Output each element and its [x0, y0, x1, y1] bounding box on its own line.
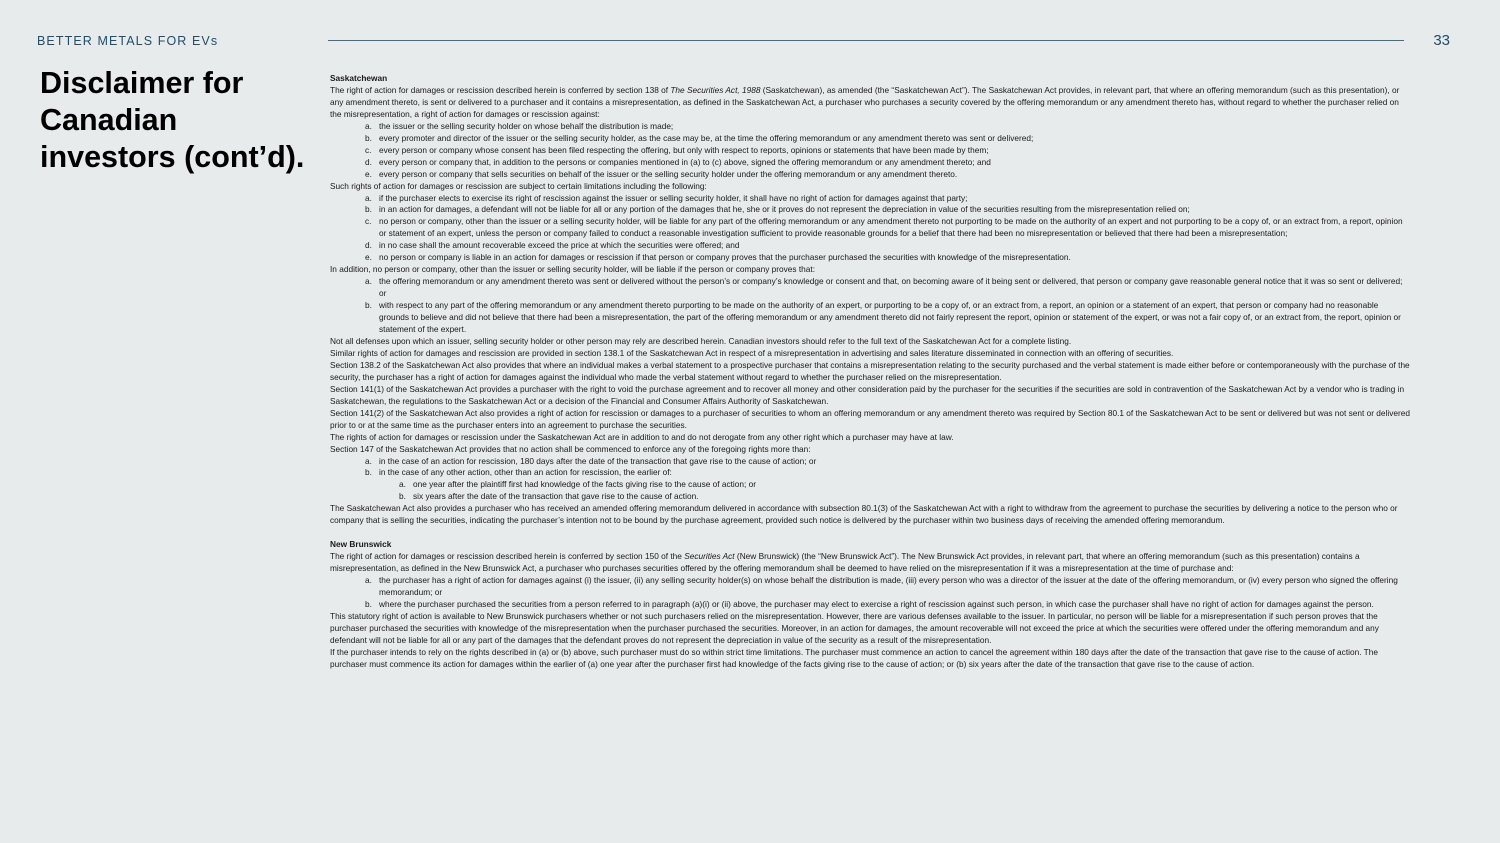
- list-text: in no case shall the amount recoverable exceed the price at which the securities were offered; and: [379, 240, 740, 251]
- list-marker: a.: [365, 192, 372, 203]
- list-text: in the case of an action for rescission, 180 days after the date of the transaction that gave rise to the cause of action; or: [379, 455, 817, 466]
- list-text: where the purchaser purchased the securities from a person referred to in paragraph (a)(i) or (ii) above, the purchaser may elect to exercise a right of rescission against such person, in which case the purchaser shall have no right of action for damages against the person.: [379, 598, 1374, 609]
- list-marker: a.: [365, 276, 372, 287]
- paragraph: The Saskatchewan Act also provides a purchaser who has received an amended offering memorandum delivered in accordance with subsection 80.1(3) of the Saskatchewan Act with a right to withdraw from the agreement to purchase the securities by delivering a notice to the person who or company that is selling the securities, indicating the purchaser’s intention not to be bound by the purchase agreement, provided such notice is delivered by the purchaser within two business days of receiving the amended offering memorandum.: [330, 503, 1398, 526]
- paragraph: Such rights of action for damages or rescission are subject to certain limitations including the following:: [330, 180, 707, 191]
- paragraph: [330, 85, 1410, 121]
- list-item: [330, 467, 1410, 479]
- list-item: [330, 121, 1410, 133]
- list-item: [330, 169, 1410, 181]
- list-text: the issuer or the selling security holder on whose behalf the distribution is made;: [379, 120, 674, 131]
- list-item: [330, 300, 1410, 336]
- list-item: [330, 133, 1410, 145]
- list-text: every person or company that sells securities on behalf of the issuer or the selling security holder under the offering memorandum or any amendment thereto.: [379, 168, 958, 179]
- list: [330, 575, 1410, 611]
- list-marker: b.: [365, 598, 372, 609]
- list-text: with respect to any part of the offering memorandum or any amendment thereto purporting to be made on the authority of an expert, or purporting to be a copy of, or an extract from, a report, an opinion or a statement of an expert, that person or company had no reasonable grounds to believe and did not believe that there had been a misrepresentation, the part of the offering memorandum or any amendment thereto did not fairly represent the report, opinion or statement of the expert, or was not a fair copy of, or an extract from, the report, opinion or statement of the expert.: [379, 300, 1401, 335]
- paragraph: Section 141(1) of the Saskatchewan Act provides a purchaser with the right to void the purchase agreement and to recover all money and other consideration paid by the purchaser for the securities if the securities are sold in contravention of the Saskatchewan Act by a vendor who is trading in Saskatchewan, the regulations to the Saskatchewan Act or a decision of the Financial and Consumer Affairs Authority of Saskatchewan.: [330, 383, 1405, 406]
- list-text: every person or company whose consent has been filed respecting the offering, but only with respect to reports, opinions or statements that have been made by them;: [379, 144, 989, 155]
- list-marker: b.: [365, 204, 372, 215]
- header-divider: [328, 40, 1404, 41]
- list-text: in an action for damages, a defendant will not be liable for all or any portion of the damages that he, she or it proves do not represent the depreciation in value of the securities resulting from the misrepresentation relied on;: [379, 204, 1190, 215]
- list-marker: b.: [365, 132, 372, 143]
- list-marker: d.: [365, 156, 372, 167]
- section-heading-saskatchewan: Saskatchewan: [330, 73, 388, 83]
- list-item: [330, 491, 1410, 503]
- list-item: [330, 252, 1410, 264]
- section-spacer: [330, 527, 1410, 539]
- list-marker: e.: [365, 252, 372, 263]
- list-marker: a.: [365, 455, 372, 466]
- list-marker: b.: [399, 491, 406, 502]
- paragraph: Not all defenses upon which an issuer, selling security holder or other person may rely are described herein. Canadian investors should refer to the full text of the Saskatchewan Act for a complete listing.: [330, 335, 1072, 346]
- list: [330, 121, 1410, 181]
- list-text: one year after the plaintiff first had knowledge of the facts giving rise to the cause of action; or: [413, 479, 756, 490]
- disclaimer-body: [330, 73, 1410, 671]
- list-marker: b.: [365, 300, 372, 311]
- paragraph: Section 138.2 of the Saskatchewan Act also provides that where an individual makes a verbal statement to a prospective purchaser that contains a misrepresentation relating to the security purchased and the verbal statement is made either before or contemporaneously with the purchase of the security, the purchaser has a right of action for damages against the individual who made the verbal statement without regard to whether the purchaser relied on the misrepresentation.: [330, 359, 1410, 382]
- list-marker: e.: [365, 168, 372, 179]
- brand-tagline: BETTER METALS FOR EVs: [37, 34, 219, 48]
- list-marker: d.: [365, 240, 372, 251]
- paragraph: If the purchaser intends to rely on the rights described in (a) or (b) above, such purchaser must do so within strict time limitations. The purchaser must commence an action to cancel the agreement within 180 days after the date of the transaction that gave rise to the cause of action. The purchaser must commence its action for damages within the earlier of (a) one year after the purchaser first had knowledge of the facts giving rise to the cause of action; or (b) six years after the date of the transaction that gave rise to the cause of action.: [330, 646, 1378, 669]
- slide-title: Disclaimer for Canadian investors (cont’d).: [40, 66, 305, 174]
- list-marker: c.: [365, 144, 372, 155]
- list-text: every person or company that, in addition to the persons or companies mentioned in (a) to (c) above, signed the offering memorandum or any amendment thereto; and: [379, 156, 991, 167]
- text-run: (New Brunswick) (the “New Brunswick Act”). The New Brunswick Act provides, in relevant part, that where an offering memorandum (such as this presentation) contains a misrepresentation, as defined in the New Brunswick Act, a purchaser who purchases securities offered by the offering memorandum shall be deemed to have relied on the misrepresentation if it was a misrepresentation at the time of purchase and:: [330, 551, 1360, 574]
- list-item: [330, 575, 1410, 599]
- paragraph: Similar rights of action for damages and rescission are provided in section 138.1 of the Saskatchewan Act in respect of a misrepresentation in advertising and sales literature disseminated in connection with an offering of securities.: [330, 347, 1174, 358]
- list-text: every promoter and director of the issuer or the selling security holder, as the case may be, at the time the offering memorandum or any amendment thereto was sent or delivered;: [379, 132, 1034, 143]
- paragraph: Section 141(2) of the Saskatchewan Act also provides a right of action for rescission or damages to a purchaser of securities to whom an offering memorandum or any amendment thereto was required by Section 80.1 of the Saskatchewan Act to be sent or delivered but was not sent or delivered prior to or at the same time as the purchaser enters into an agreement to purchase the securities.: [330, 407, 1410, 430]
- paragraph: Section 147 of the Saskatchewan Act provides that no action shall be commenced to enforce any of the foregoing rights more than:: [330, 443, 811, 454]
- paragraph: The rights of action for damages or rescission under the Saskatchewan Act are in addition to and do not derogate from any other right which a purchaser may have at law.: [330, 431, 954, 442]
- list-item: [330, 216, 1410, 240]
- list-marker: a.: [399, 479, 406, 490]
- list: [330, 276, 1410, 336]
- text-run: (Saskatchewan), as amended (the “Saskatchewan Act”). The Saskatchewan Act provides, in relevant part, that where an offering memorandum (such as this presentation), or any amendment thereto, is sent or delivered to a purchaser and it contains a misrepresentation, as defined in the Saskatchewan Act, a purchaser who purchases a security covered by the offering memorandum or any amendment thereto has, without regard to whether the purchaser relied on the misrepresentation, a right of action for damages or rescission against:: [330, 84, 1400, 119]
- list-item: [330, 193, 1410, 205]
- list-item: [330, 157, 1410, 169]
- list-marker: b.: [365, 467, 372, 478]
- list-text: no person or company is liable in an action for damages or rescission if that person or company proves that the purchaser purchased the securities with knowledge of the misrepresentation.: [379, 252, 1071, 263]
- paragraph: [330, 551, 1410, 575]
- sub-list: [330, 479, 1410, 503]
- list-text: no person or company, other than the issuer or a selling security holder, will be liable for any part of the offering memorandum or any amendment thereto not purporting to be made on the authority of an expert and not purporting to be a copy of, or an extract from, a report, opinion or statement of an expert, unless the person or company failed to conduct a reasonable investigation sufficient to provide reasonable grounds for a belief that there had been no misrepresentation or believed that there had been a misrepresentation;: [379, 216, 1403, 239]
- text-run: The right of action for damages or rescission described herein is conferred by section 138 of: [330, 84, 671, 95]
- paragraph: In addition, no person or company, other than the issuer or selling security holder, will be liable if the person or company proves that:: [330, 264, 816, 275]
- section-heading-new-brunswick: New Brunswick: [330, 539, 392, 550]
- list-item: [330, 204, 1410, 216]
- list-item: [330, 145, 1410, 157]
- list-item: [330, 456, 1410, 468]
- list-item: [330, 599, 1410, 611]
- list-marker: a.: [365, 120, 372, 131]
- list-item: [330, 276, 1410, 300]
- list-text: if the purchaser elects to exercise its right of rescission against the issuer or selling security holder, it shall have no right of action for damages against that party;: [379, 192, 968, 203]
- act-name: Securities Act: [684, 551, 735, 562]
- list-item: [330, 240, 1410, 252]
- list-text: six years after the date of the transaction that gave rise to the cause of action.: [413, 491, 699, 502]
- list-text: in the case of any other action, other than an action for rescission, the earlier of:: [379, 467, 672, 478]
- list-marker: c.: [365, 216, 372, 227]
- act-name: The Securities Act, 1988: [670, 84, 761, 95]
- list-item: [330, 479, 1410, 491]
- list: [330, 193, 1410, 265]
- list-text: the purchaser has a right of action for damages against (i) the issuer, (ii) any selling security holder(s) on whose behalf the distribution is made, (iii) every person who was a director of the issuer at the date of the offering memorandum, or (iv) every person who signed the offering memorandum; or: [379, 575, 1398, 598]
- paragraph: This statutory right of action is available to New Brunswick purchasers whether or not such purchasers relied on the misrepresentation. However, there are various defenses available to the issuer. In particular, no person will be liable for a misrepresentation if such person proves that the purchaser purchased the securities with knowledge of the misrepresentation when the purchaser purchased the securities. Moreover, in an action for damages, the amount recoverable will not exceed the price at which the securities were offered under the offering memorandum and any defendant will not be liable for all or any part of the damages that the defendant proves do not represent the depreciation in value of the security as a result of the misrepresentation.: [330, 610, 1379, 645]
- text-run: The right of action for damages or rescission described herein is conferred by section 150 of the: [330, 551, 685, 562]
- list-text: the offering memorandum or any amendment thereto was sent or delivered without the person’s or company’s knowledge or consent and that, on becoming aware of it being sent or delivered, that person or company gave reasonable general notice that it was so sent or delivered; or: [379, 276, 1403, 299]
- list-marker: a.: [365, 575, 372, 586]
- page-number: 33: [1433, 32, 1450, 49]
